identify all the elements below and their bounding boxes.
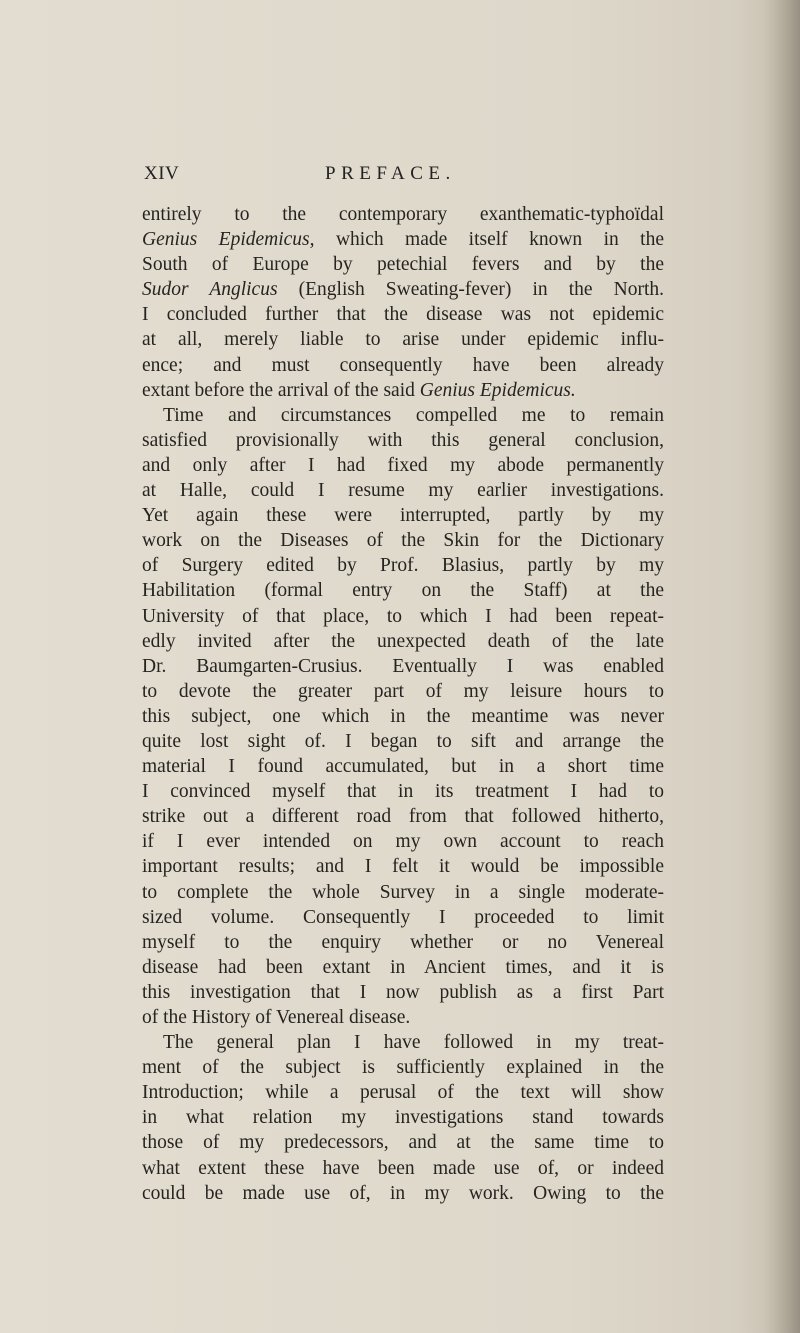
text-line [142, 202, 664, 227]
line-text: edly invited after the unexpected death of the late [142, 630, 664, 652]
line-text: to complete the whole Survey in a single moderate- [142, 881, 664, 903]
text-line [142, 930, 664, 955]
line-text: important results; and I felt it would be impossible [142, 856, 664, 878]
line-text: quite lost sight of. I began to sift and arrange the [142, 730, 664, 752]
text-line [142, 980, 664, 1005]
text-line [142, 880, 664, 905]
text-line [142, 528, 664, 553]
text-line [142, 704, 664, 729]
line-text: what extent these have been made use of, or indeed [142, 1157, 664, 1179]
line-text: work on the Diseases of the Skin for the Dictionary [142, 530, 664, 552]
text-line [142, 1156, 664, 1181]
text-line [142, 1055, 664, 1080]
line-text: at all, merely liable to arise under epidemic influ- [142, 329, 664, 351]
line-text: Dr. Baumgarten-Crusius. Eventually I was enabled [142, 655, 664, 677]
line-text: Introduction; while a perusal of the text will show [142, 1082, 664, 1104]
text-line [142, 779, 664, 804]
line-text: Yet again these were interrupted, partly by my [142, 505, 664, 527]
text-line [142, 277, 664, 302]
text-line [142, 604, 664, 629]
italic-phrase: Genius Epidemicus, [142, 229, 315, 251]
text-line [142, 1105, 664, 1130]
text-line [142, 1030, 664, 1055]
text-line [142, 252, 664, 277]
text-line [142, 905, 664, 930]
text-line [142, 503, 664, 528]
text-line [142, 353, 664, 378]
line-text: those of my predecessors, and at the same time to [142, 1132, 664, 1154]
line-text: satisfied provisionally with this general conclusion, [142, 429, 664, 451]
line-text: University of that place, to which I had been repeat- [142, 605, 664, 627]
text-line [142, 578, 664, 603]
line-text: ment of the subject is sufficiently explained in the [142, 1057, 664, 1079]
text-line [142, 302, 664, 327]
italic-phrase: Genius Epidemicus. [419, 379, 576, 401]
text-line [142, 679, 664, 704]
line-text: material I found accumulated, but in a short time [142, 756, 664, 778]
line-text: of the History of Venereal disease. [142, 1007, 411, 1028]
line-text: in what relation my investigations stand towards [142, 1107, 664, 1129]
line-text: could be made use of, in my work. Owing to the [142, 1182, 664, 1204]
body-text [142, 202, 664, 1206]
line-text: The general plan I have followed in my treat- [163, 1032, 664, 1054]
running-title: PREFACE. [325, 163, 456, 184]
text-line [142, 327, 664, 352]
line-text: South of Europe by petechial fevers and by the [142, 254, 664, 276]
text-line [142, 1005, 664, 1030]
text-line [142, 1080, 664, 1105]
text-line [142, 453, 664, 478]
text-line [142, 378, 664, 403]
line-text: disease had been extant in Ancient times, and it is [142, 956, 664, 978]
line-text: Time and circumstances compelled me to remain [163, 404, 664, 426]
line-text: (English Sweating-fever) in the North. [277, 279, 664, 301]
line-text: I concluded further that the disease was not epidemic [142, 304, 664, 326]
text-line [142, 428, 664, 453]
line-text: if I ever intended on my own account to reach [142, 831, 664, 853]
line-text: at Halle, could I resume my earlier investigations. [142, 480, 664, 502]
text-line [142, 553, 664, 578]
line-text: strike out a different road from that followed hitherto, [142, 806, 664, 828]
line-text: ence; and must consequently have been already [142, 354, 664, 376]
text-line [142, 403, 664, 428]
line-text: this subject, one which in the meantime was never [142, 705, 664, 727]
line-text: and only after I had fixed my abode permanently [142, 454, 664, 476]
line-text: I convinced myself that in its treatment I had to [142, 781, 664, 803]
text-line [142, 729, 664, 754]
line-text: this investigation that I now publish as a first Part [142, 981, 664, 1003]
line-text: extant before the arrival of the said [142, 379, 420, 401]
text-line [142, 478, 664, 503]
page-header [144, 163, 664, 193]
line-text: myself to the enquiry whether or no Venereal [142, 931, 664, 953]
page-number: XIV [144, 163, 180, 184]
text-line [142, 955, 664, 980]
page-edge-shadow [764, 0, 800, 1333]
line-text: entirely to the contemporary exanthematic-typhoïdal [142, 204, 664, 225]
line-text: Habilitation (formal entry on the Staff) at the [142, 580, 664, 602]
text-line [142, 804, 664, 829]
text-line [142, 829, 664, 854]
line-text: of Surgery edited by Prof. Blasius, partly by my [142, 555, 664, 577]
text-line [142, 854, 664, 879]
line-text: which made itself known in the [314, 229, 664, 251]
text-line [142, 1130, 664, 1155]
text-line [142, 227, 664, 252]
text-line [142, 629, 664, 654]
line-text: sized volume. Consequently I proceeded to limit [142, 906, 664, 928]
text-line [142, 654, 664, 679]
text-line [142, 754, 664, 779]
italic-phrase: Sudor Anglicus [142, 279, 278, 301]
text-line [142, 1181, 664, 1206]
line-text: to devote the greater part of my leisure hours to [142, 680, 664, 702]
